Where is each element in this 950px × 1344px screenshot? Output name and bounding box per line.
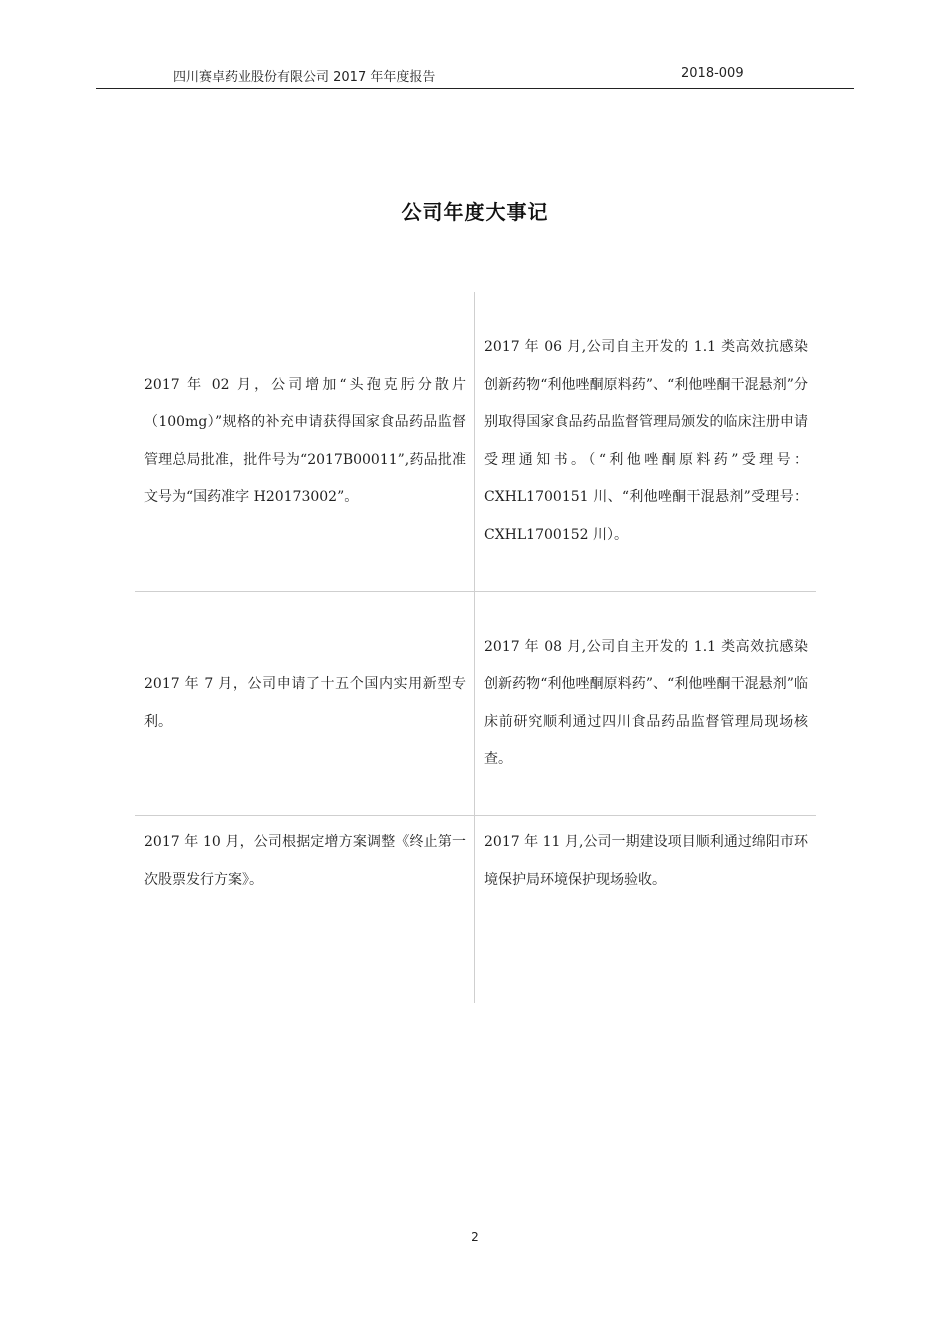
header-document-code: 2018-009 xyxy=(681,66,744,81)
event-cell-2017-06 xyxy=(475,292,816,591)
events-table xyxy=(135,292,816,1003)
header-divider xyxy=(96,88,854,89)
event-text: 2017 年 11 月,公司一期建设项目顺利通过绵阳市环境保护局环境保护现场验收。 xyxy=(484,834,808,888)
event-text: 2017 年 02 月，公司增加“头孢克肟分散片（100mg）”规格的补充申请获得国家食品药品监督管理总局批准，批件号为“2017B00011”,药品批准文号为“国药准字 H20173002”。 xyxy=(144,376,466,505)
event-cell-2017-02 xyxy=(135,292,474,591)
event-cell-2017-08 xyxy=(475,592,816,815)
row-divider xyxy=(135,815,816,816)
event-text: 2017 年 08 月,公司自主开发的 1.1 类高效抗感染创新药物“利他唑酮原料药”、“利他唑酮干混悬剂”临床前研究顺利通过四川食品药品监督管理局现场核查。 xyxy=(484,638,808,767)
page-number: 2 xyxy=(471,1230,479,1244)
event-cell-2017-10 xyxy=(135,824,474,924)
event-text: 2017 年 10 月，公司根据定增方案调整《终止第一次股票发行方案》。 xyxy=(144,834,466,888)
header-company-name: 四川赛卓药业股份有限公司 2017 年年度报告 xyxy=(173,70,436,85)
event-text: 2017 年 06 月,公司自主开发的 1.1 类高效抗感染创新药物“利他唑酮原料药”、“利他唑酮干混悬剂”分别取得国家食品药品监督管理局颁发的临床注册申请受理通知书。（“利他唑酮原料药”受理号：CXHL1700151 川、“利他唑酮干混悬剂”受理号：CXHL1700152 川）。 xyxy=(484,339,808,543)
page-title: 公司年度大事记 xyxy=(401,200,549,224)
event-cell-2017-07 xyxy=(135,592,474,815)
event-text: 2017 年 7 月，公司申请了十五个国内实用新型专利。 xyxy=(144,676,466,730)
event-cell-2017-11 xyxy=(475,824,816,924)
